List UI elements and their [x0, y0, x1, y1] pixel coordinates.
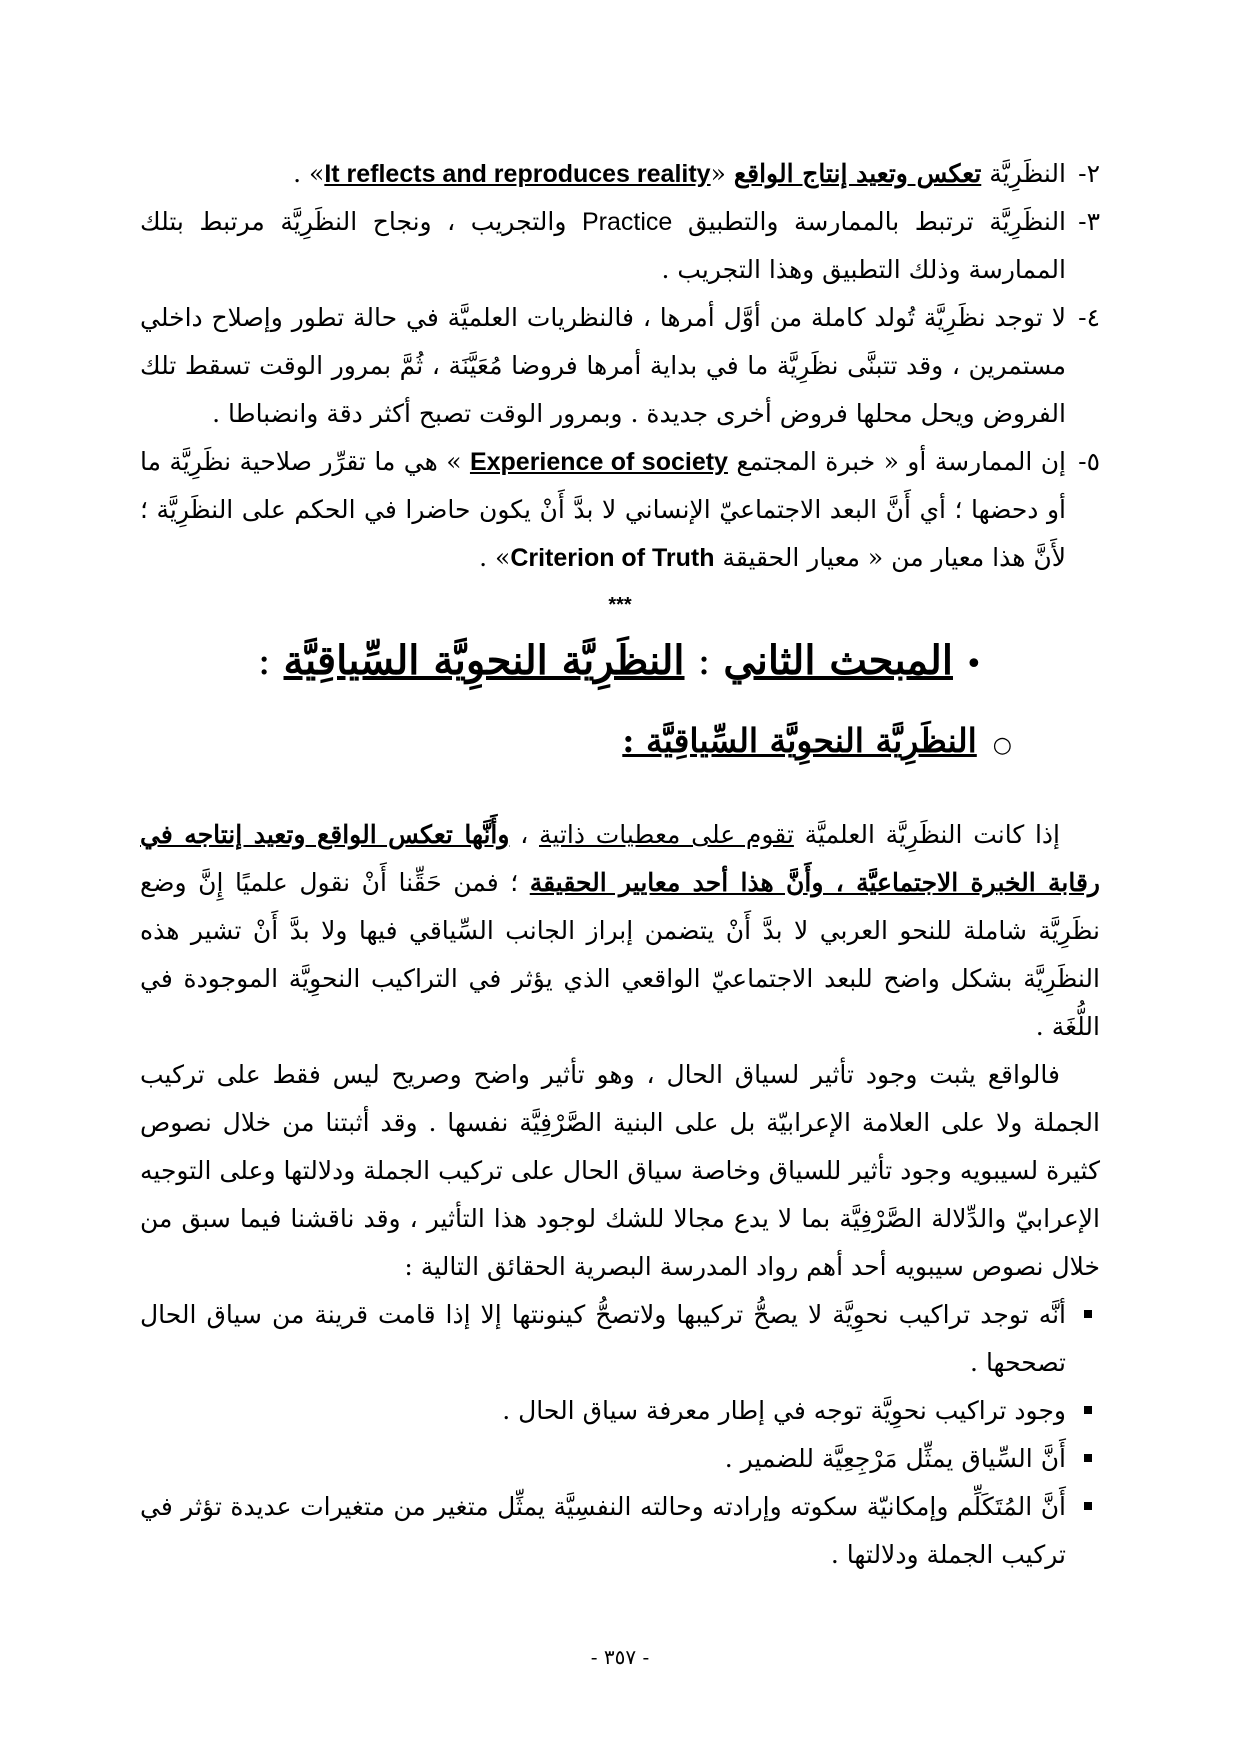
subsection-heading: ○النظَرِيَّة النحوِيَّة السِّياقِيَّة : [622, 721, 1012, 760]
list-item: وجود تراكيب نحوِيَّة توجه في إطار معرفة سياق الحال . [140, 1387, 1100, 1435]
separator: *** [608, 594, 632, 616]
bullet-list [140, 1291, 1100, 1579]
bullet-icon: • [964, 647, 983, 682]
list-item: أَنَّ السِّياق يمثِّل مَرْجِعِيَّة للضمير . [140, 1435, 1100, 1483]
section-heading: •المبحث الثاني : النظَرِيَّة النحوِيَّة السِّياقِيَّة : [257, 637, 983, 684]
list-item: ٢- النظَرِيَّة تعكس وتعيد إنتاج الواقع «It reflects and reproduces reality» . [293, 159, 1100, 188]
square-bullet-icon [1084, 1502, 1092, 1510]
list-item: ٥- إن الممارسة أو « خبرة المجتمع Experience of society » هي ما تقرِّر صلاحية نظَرِيَّة ما أو دحضها ؛ أي أَنَّ البعد الاجتماعيّ الإنساني لا بدَّ أَنْ يكون حاضرا في الحكم على النظَرِيَّة ؛ لأَنَّ هذا معيار من « معيار الحقيقة Criterion of Truth» . [140, 447, 1100, 572]
circle-icon: ○ [992, 733, 1012, 758]
list-item: أنَّه توجد تراكيب نحوِيَّة لا يصحُّ تركيبها ولاتصحُّ كينونتها إلا إذا قامت قرينة من سياق الحال تصححها . [140, 1291, 1100, 1387]
list-item: ٤- لا توجد نظَرِيَّة تُولد كاملة من أوَّل أمرها ، فالنظريات العلميَّة في حالة تطور وإصلاح داخلي مستمرين ، وقد تتبنَّى نظَرِيَّة ما في بداية أمرها فروضا مُعَيَّنَة ، ثُمَّ بمرور الوقت تسقط تلك الفروض ويحل محلها فروض أخرى جديدة . وبمرور الوقت تصبح أكثر دقة وانضباطا . [140, 303, 1100, 428]
square-bullet-icon [1084, 1310, 1092, 1318]
list-item: ٣- النظَرِيَّة ترتبط بالممارسة والتطبيق Practice والتجريب ، ونجاح النظَرِيَّة مرتبط بتلك الممارسة وذلك التطبيق وهذا التجريب . [140, 207, 1100, 284]
paragraph-2: فالواقع يثبت وجود تأثير لسياق الحال ، وهو تأثير واضح وصريح ليس فقط على تركيب الجملة ولا على العلامة الإعرابيّة بل على البنية الصَّرْفِيَّة نفسها . وقد أثبتنا من خلال نصوص كثيرة لسيبويه وجود تأثير للسياق وخاصة سياق الحال على تركيب الجملة ودلالتها وعلى التوجيه الإعرابيّ والدِّلالة الصَّرْفِيَّة بما لا يدع مجالا للشك لوجود هذا التأثير ، وقد ناقشنا فيما سبق من خلال نصوص سيبويه أحد أهم رواد المدرسة البصرية الحقائق التالية : [140, 1060, 1100, 1281]
paragraph-1: إذا كانت النظَرِيَّة العلميَّة تقوم على معطيات ذاتية ، وأَنَّها تعكس الواقع وتعيد إنتاجه في رقابة الخبرة الاجتماعيَّة ، وأَنَّ هذا أحد معايير الحقيقة ؛ فمن حَقِّنا أَنْ نقول علميًا إِنَّ وضع نظَرِيَّة شاملة للنحو العربي لا بدَّ أَنْ يتضمن إبراز الجانب السِّياقي فيها ولا بدَّ أَنْ تشير هذه النظَرِيَّة بشكل واضح للبعد الاجتماعيّ الواقعي الذي يؤثر في التراكيب النحوِيَّة الموجودة في اللُّغَة . [140, 820, 1100, 1041]
page-number: - ٣٥٧ - [590, 1645, 650, 1669]
square-bullet-icon [1084, 1454, 1092, 1462]
list-item: أَنَّ المُتَكَلِّم وإمكانيّة سكوته وإرادته وحالته النفسِيَّة يمثِّل متغير من متغيرات عديدة تؤثر في تركيب الجملة ودلالتها . [140, 1483, 1100, 1579]
square-bullet-icon [1084, 1406, 1092, 1414]
numbered-list [140, 150, 1100, 582]
